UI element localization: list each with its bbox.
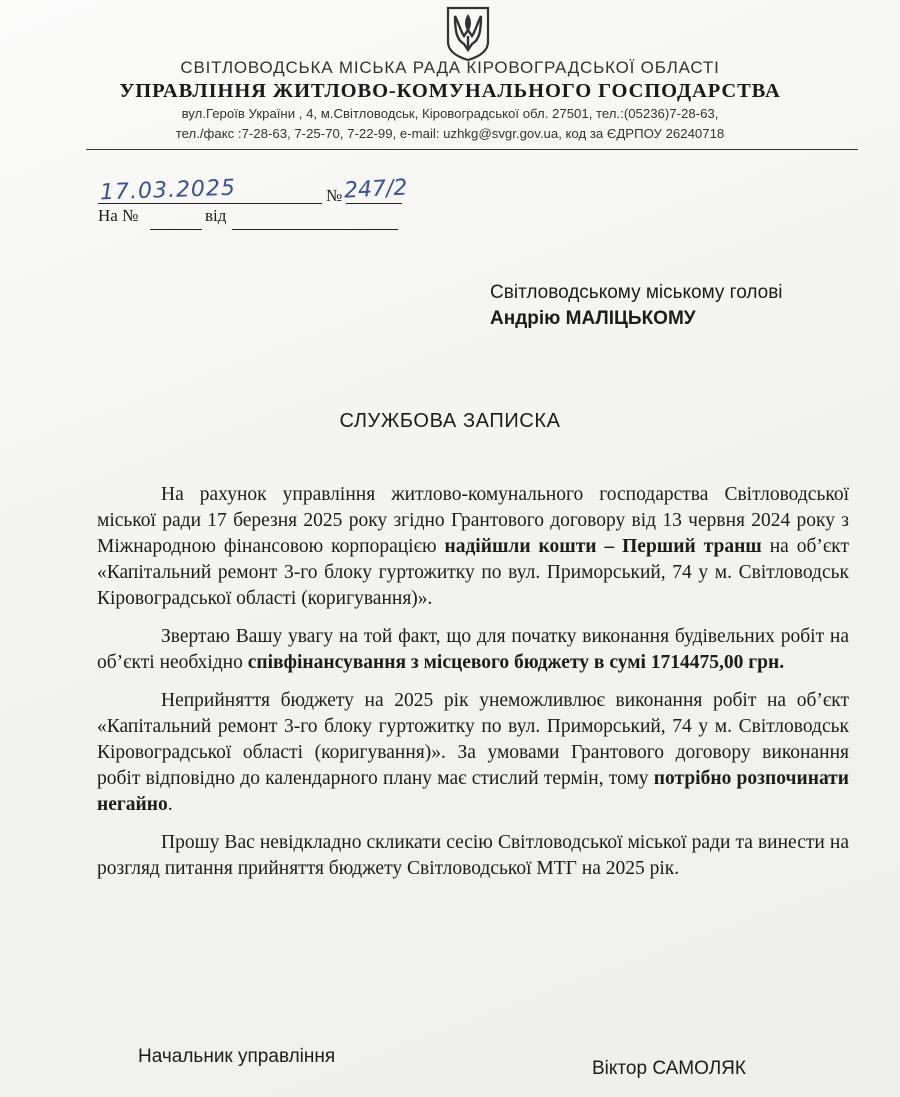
reference-number-blank bbox=[150, 229, 202, 230]
paragraph-1-bold: надійшли кошти – Перший транш bbox=[444, 536, 762, 557]
signatory-position: Начальник управління bbox=[138, 1046, 336, 1067]
paragraph-3-text-c: . bbox=[167, 794, 173, 815]
addressee-name: Андрію МАЛІЦЬКОМУ bbox=[490, 308, 696, 329]
paragraph-1 bbox=[97, 482, 849, 612]
reference-date-label: від bbox=[205, 206, 227, 225]
registration-number-label: № bbox=[326, 186, 343, 205]
header-divider bbox=[86, 149, 858, 150]
memo-body bbox=[97, 482, 849, 894]
paragraph-3 bbox=[97, 688, 849, 818]
date-underline bbox=[98, 203, 322, 204]
department-name: УПРАВЛІННЯ ЖИТЛОВО-КОМУНАЛЬНОГО ГОСПОДАРСТВА bbox=[119, 80, 781, 102]
reference-number-label: На № bbox=[98, 206, 139, 225]
paragraph-3-text-a: Неприйняття бюджету на 2025 рік унеможливлює виконання робіт на об’єкт «Капітальний ремонт 3-го блоку гуртожитку по вул. Приморський, 74 у м. Світловодськ Кіровоградської області (коригування)». За умовами Грантового договору виконання робіт відповідно до календарного плану має стислий термін, тому bbox=[97, 690, 849, 789]
trident-emblem-icon bbox=[444, 6, 492, 62]
registration-number: 247/2 bbox=[343, 175, 409, 204]
registration-date: 17.03.2025 bbox=[99, 175, 237, 206]
paragraph-2 bbox=[97, 624, 849, 676]
signatory-name: Віктор САМОЛЯК bbox=[592, 1058, 746, 1079]
address-line-2: тел./факс :7-28-63, 7-25-70, 7-22-99, e-mail: uzhkg@svgr.gov.ua, код за ЄДРПОУ 26240718 bbox=[175, 126, 725, 141]
number-underline bbox=[346, 203, 402, 204]
paragraph-3-bold: потрібно розпочинати негайно bbox=[97, 768, 850, 815]
address-line-1: вул.Героїв України , 4, м.Світловодськ, Кіровоградської обл. 27501, тел.:(05236)7-28-63, bbox=[181, 106, 719, 121]
paragraph-2-bold: співфінансування з місцевого бюджету в сумі 1714475,00 грн. bbox=[247, 652, 785, 673]
addressee-position: Світловодському міському голові bbox=[490, 282, 783, 303]
paragraph-1-text-c: на об’єкт «Капітальний ремонт 3-го блоку гуртожитку по вул. Приморський, 74 у м. Світловодськ Кіровоградської області (коригування)». bbox=[97, 536, 849, 609]
document-title: СЛУЖБОВА ЗАПИСКА bbox=[339, 410, 561, 432]
council-name: СВІТЛОВОДСЬКА МІСЬКА РАДА КІРОВОГРАДСЬКОЇ ОБЛАСТІ bbox=[180, 58, 720, 77]
paragraph-2-text-a: Звертаю Вашу увагу на той факт, що для початку виконання будівельних робіт на об’єкті необхідно bbox=[97, 626, 849, 673]
paragraph-4: Прошу Вас невідкладно скликати сесію Світловодської міської ради та винести на розгляд питання прийняття бюджету Світловодської МТГ на 2025 рік. bbox=[97, 832, 849, 879]
paragraph-1-text-a: На рахунок управління житлово-комунального господарства Світловодської міської ради 17 березня 2025 року згідно Грантового договору від 13 червня 2024 року з Міжнародною фінансовою корпорацією bbox=[97, 484, 849, 557]
reference-date-blank bbox=[232, 229, 398, 230]
